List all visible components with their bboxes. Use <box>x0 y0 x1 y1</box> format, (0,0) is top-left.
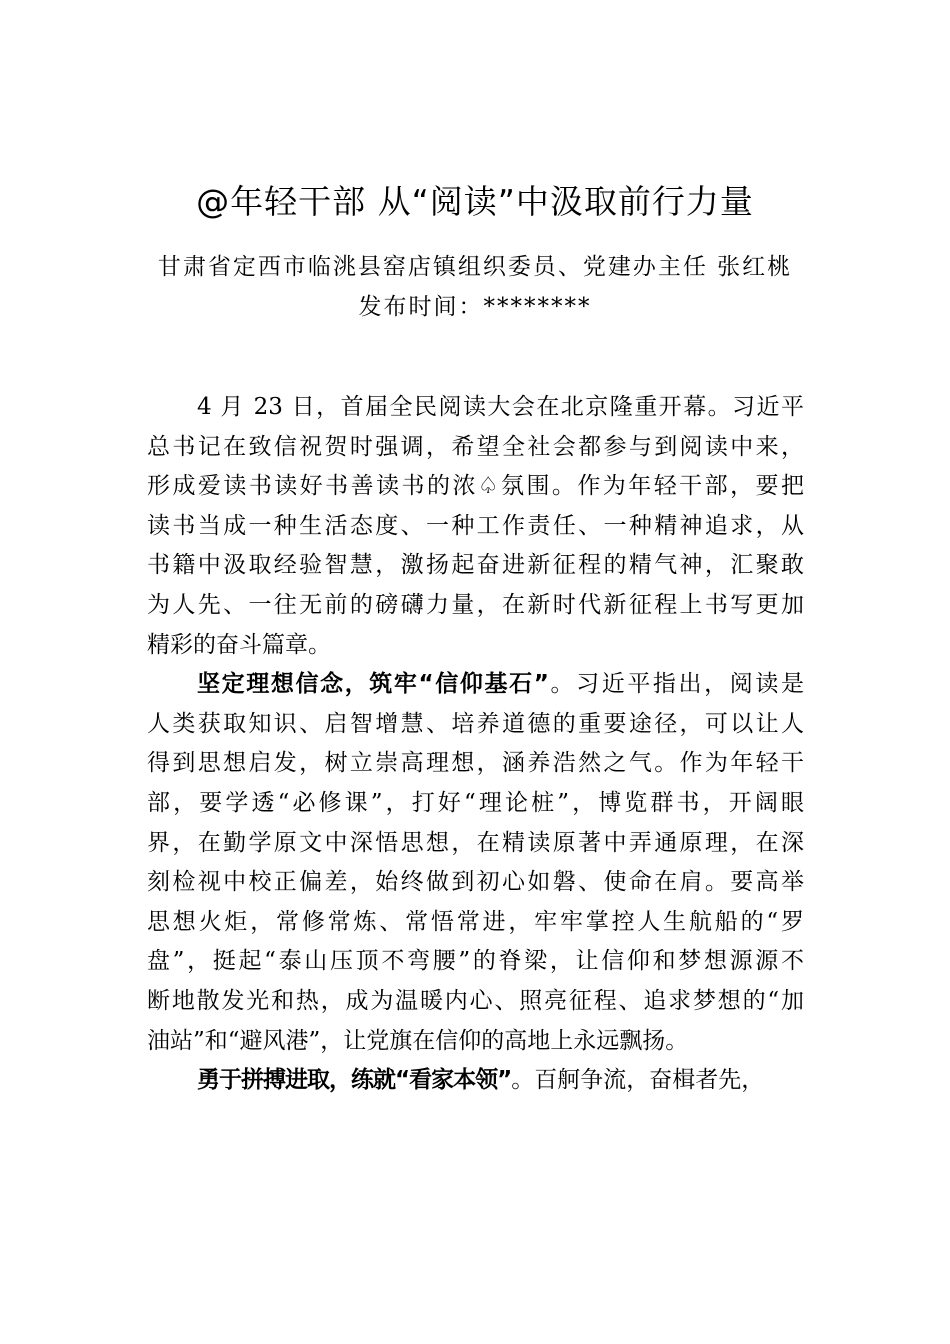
paragraph-line <box>147 507 804 547</box>
line-text: 。习近平指出，阅读是 <box>547 671 805 698</box>
line-text: 部，要学透“必修课”，打好“理论桩”，博览群书，开阔眼 <box>147 789 804 816</box>
publish-time: 发布时间：******** <box>358 294 592 320</box>
paragraph-line <box>147 428 804 468</box>
paragraph-line <box>147 586 804 626</box>
article-body <box>147 388 804 1101</box>
line-text: 刻检视中校正偏差，始终做到初心如磐、使命在肩。要高举 <box>147 869 804 896</box>
line-text: 形成爱读书读好书善读书的浓♤氛围。作为年轻干部，要把 <box>147 473 804 500</box>
paragraph-line <box>147 982 804 1022</box>
line-text: 人类获取知识、启智增慧、培养道德的重要途径，可以让人 <box>147 710 804 737</box>
line-text: 为人先、一往无前的磅礴力量，在新时代新征程上书写更加 <box>147 591 804 618</box>
paragraph-line <box>147 467 804 507</box>
paragraph-line <box>147 626 804 666</box>
paragraph-line <box>147 942 804 982</box>
line-text: 4 月 23 日，首届全民阅读大会在北京隆重开幕。习近平 <box>197 394 804 420</box>
paragraph-line <box>147 824 804 864</box>
line-text: 断地散发光和热，成为温暖内心、照亮征程、追求梦想的“加 <box>147 987 804 1014</box>
paragraph-line <box>147 863 804 903</box>
line-text: 精彩的奋斗篇章。 <box>147 631 331 658</box>
line-text: 思想火炬，常修常炼、常悟常进，牢牢掌控人生航船的“罗 <box>147 908 804 935</box>
line-text: 界，在勤学原文中深悟思想，在精读原著中弄通原理，在深 <box>147 829 804 856</box>
line-text: 读书当成一种生活态度、一种工作责任、一种精神追求，从 <box>147 512 804 539</box>
paragraph-line <box>147 546 804 586</box>
paragraph-line <box>147 705 804 745</box>
line-text: 。百舸争流，奋楫者先， <box>511 1067 765 1094</box>
paragraph-line <box>147 1022 804 1062</box>
paragraph-heading: 坚定理想信念，筑牢“信仰基石” <box>197 671 548 698</box>
paragraph-line <box>147 784 804 824</box>
line-text: 油站”和“避风港”，让党旗在信仰的高地上永远飘扬。 <box>147 1027 689 1054</box>
paragraph-heading: 勇于拼搏进取，练就“看家本领” <box>197 1067 512 1094</box>
paragraph-line <box>147 665 804 705</box>
line-text: 书籍中汲取经验智慧，激扬起奋进新征程的精气神，汇聚敢 <box>147 552 804 579</box>
paragraph-line <box>147 388 804 428</box>
line-text: 得到思想启发，树立崇高理想，涵养浩然之气。作为年轻干 <box>147 750 804 777</box>
author-line: 甘肃省定西市临洮县窑店镇组织委员、党建办主任 张红桃 <box>157 254 793 280</box>
article-title: @年轻干部 从“阅读”中汲取前行力量 <box>196 182 754 221</box>
line-text: 总书记在致信祝贺时强调，希望全社会都参与到阅读中来， <box>147 433 804 460</box>
paragraph-line <box>147 903 804 943</box>
paragraph-line <box>147 1061 804 1101</box>
paragraph-line <box>147 744 804 784</box>
line-text: 盘”，挺起“泰山压顶不弯腰”的脊梁，让信仰和梦想源源不 <box>147 948 804 975</box>
